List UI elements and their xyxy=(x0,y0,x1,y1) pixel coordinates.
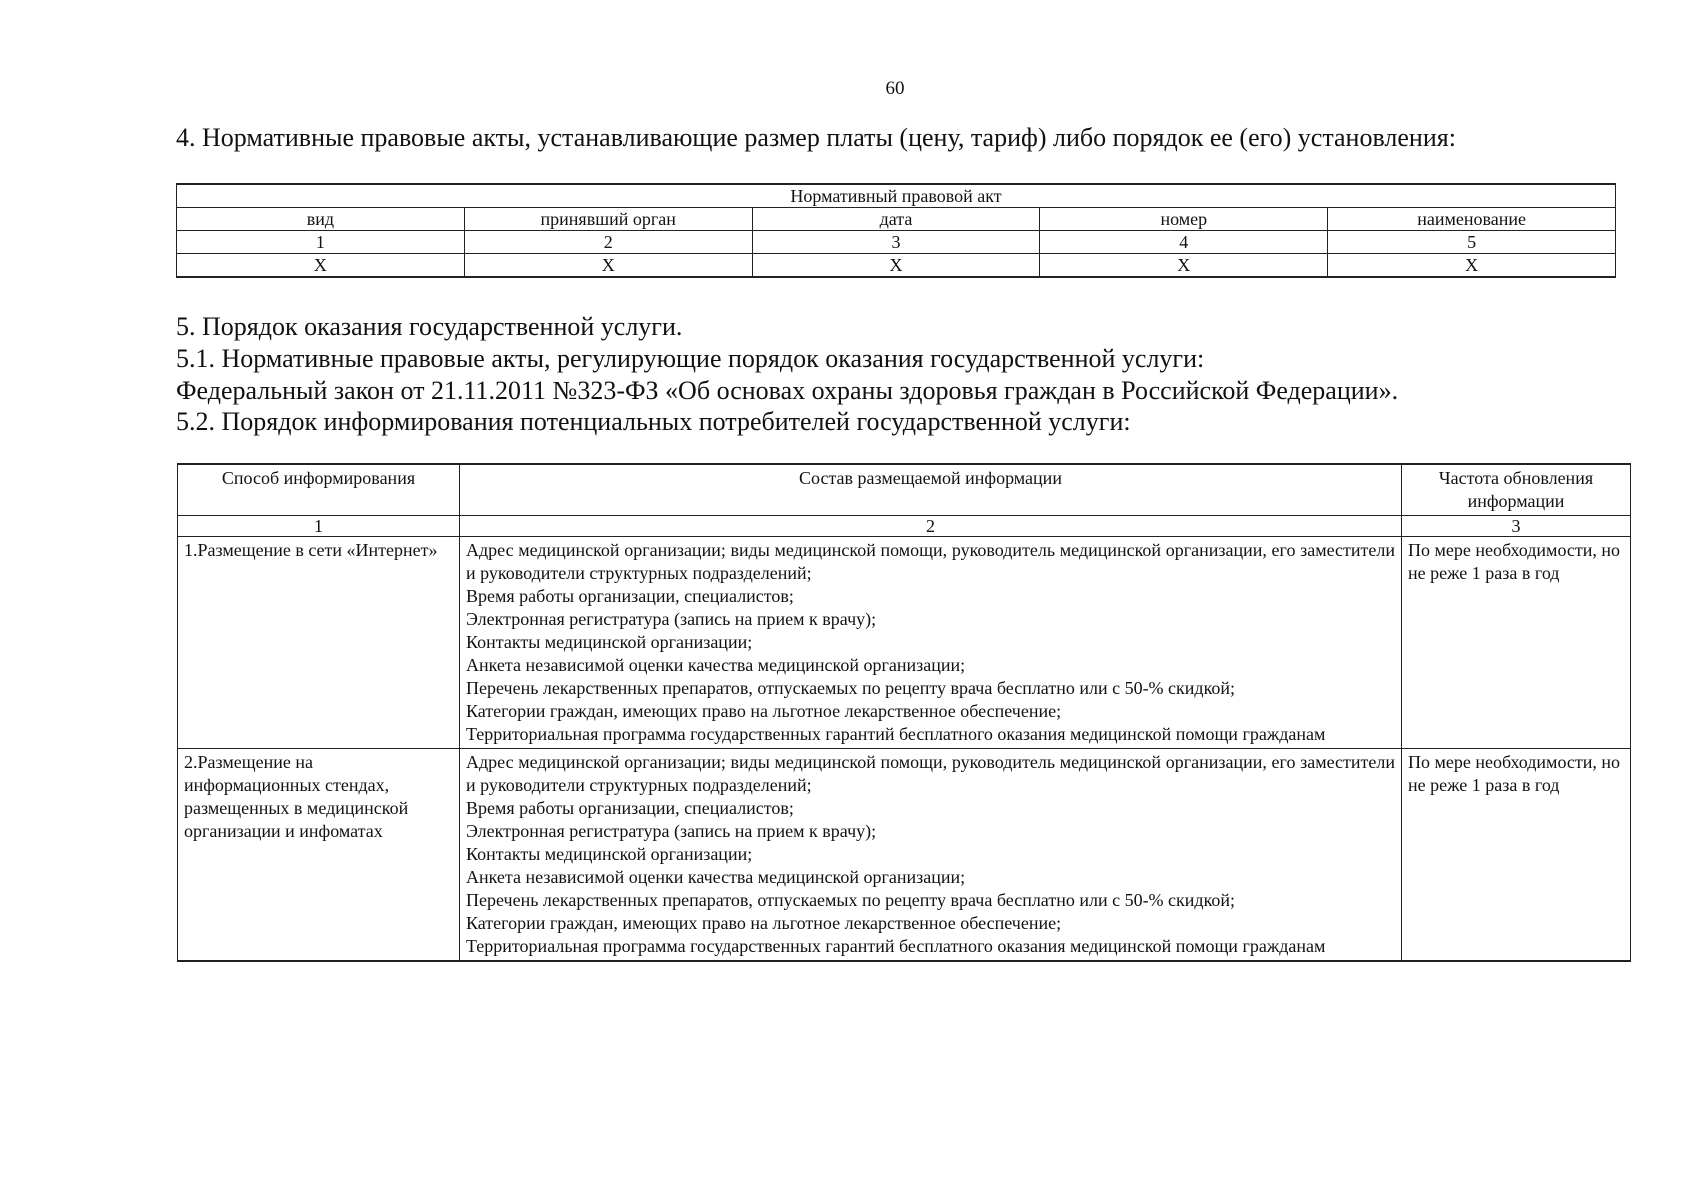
column-number: 1 xyxy=(178,516,460,537)
column-header: Состав размещаемой информации xyxy=(460,464,1402,516)
column-number: 5 xyxy=(1328,231,1616,254)
info-item: Перечень лекарственных препаратов, отпускаемых по рецепту врача бесплатно или с 50-% скидкой; xyxy=(466,678,1236,698)
table-title-row xyxy=(177,184,1616,208)
table-row xyxy=(178,749,1631,962)
info-item: Категории граждан, имеющих право на льготное лекарственное обеспечение; xyxy=(466,701,1062,721)
column-number: 2 xyxy=(464,231,752,254)
column-number: 4 xyxy=(1040,231,1328,254)
table-cell: Х xyxy=(177,254,465,278)
info-item: Анкета независимой оценки качества медицинской организации; xyxy=(466,655,966,675)
info-item: Категории граждан, имеющих право на льготное лекарственное обеспечение; xyxy=(466,913,1062,933)
table-row xyxy=(177,254,1616,278)
section-5-2-heading: 5.2. Порядок информирования потенциальных потребителей государственной услуги: xyxy=(176,407,1131,436)
table-cell: Х xyxy=(464,254,752,278)
info-item: Контакты медицинской организации; xyxy=(466,844,753,864)
frequency-cell: По мере необходимости, но не реже 1 раза в год xyxy=(1402,749,1631,962)
column-header: дата xyxy=(752,208,1040,231)
table-row xyxy=(178,537,1631,749)
method-cell: 2.Размещение на информационных стендах, размещенных в медицинской организации и инфоматах xyxy=(178,749,460,962)
column-number: 1 xyxy=(177,231,465,254)
column-header-row xyxy=(177,208,1616,231)
table-title: Нормативный правовой акт xyxy=(177,184,1616,208)
info-item: Территориальная программа государственных гарантий бесплатного оказания медицинской помощи гражданам xyxy=(466,724,1326,744)
info-item: Анкета независимой оценки качества медицинской организации; xyxy=(466,867,966,887)
column-number: 3 xyxy=(752,231,1040,254)
table-cell: Х xyxy=(1040,254,1328,278)
column-header: Частота обновления информации xyxy=(1402,464,1631,516)
info-item: Электронная регистратура (запись на прием к врачу); xyxy=(466,609,877,629)
section-5-heading: 5. Порядок оказания государственной услуги. xyxy=(176,312,683,341)
federal-law-reference: Федеральный закон от 21.11.2011 №323-ФЗ «Об основах охраны здоровья граждан в Российской Федерации». xyxy=(176,376,1399,405)
column-header: наименование xyxy=(1328,208,1616,231)
info-item: Перечень лекарственных препаратов, отпускаемых по рецепту врача бесплатно или с 50-% скидкой; xyxy=(466,890,1236,910)
info-item: Территориальная программа государственных гарантий бесплатного оказания медицинской помощи гражданам xyxy=(466,936,1326,956)
content-cell xyxy=(460,749,1402,962)
column-header: Способ информирования xyxy=(178,464,460,516)
information-methods-table xyxy=(177,463,1631,962)
info-item: Адрес медицинской организации; виды медицинской помощи, руководитель медицинской организации, его заместители и руководители структурных подразделений; xyxy=(466,752,1395,795)
method-cell: 1.Размещение в сети «Интернет» xyxy=(178,537,460,749)
legal-acts-table xyxy=(176,183,1616,278)
table-cell: Х xyxy=(752,254,1040,278)
page-number: 60 xyxy=(885,78,905,99)
table-cell: Х xyxy=(1328,254,1616,278)
frequency-cell: По мере необходимости, но не реже 1 раза в год xyxy=(1402,537,1631,749)
info-item: Время работы организации, специалистов; xyxy=(466,798,794,818)
info-item: Время работы организации, специалистов; xyxy=(466,586,794,606)
column-number-row xyxy=(178,516,1631,537)
column-header: принявший орган xyxy=(464,208,752,231)
column-number-row xyxy=(177,231,1616,254)
section-4-heading: 4. Нормативные правовые акты, устанавливающие размер платы (цену, тариф) либо порядок ее (его) установления: xyxy=(176,123,1456,152)
section-5-1-heading: 5.1. Нормативные правовые акты, регулирующие порядок оказания государственной услуги: xyxy=(176,344,1205,373)
column-header: вид xyxy=(177,208,465,231)
info-item: Контакты медицинской организации; xyxy=(466,632,753,652)
info-item: Электронная регистратура (запись на прием к врачу); xyxy=(466,821,877,841)
info-item: Адрес медицинской организации; виды медицинской помощи, руководитель медицинской организации, его заместители и руководители структурных подразделений; xyxy=(466,540,1395,583)
content-cell xyxy=(460,537,1402,749)
column-number: 2 xyxy=(460,516,1402,537)
column-header-row xyxy=(178,464,1631,516)
column-header: номер xyxy=(1040,208,1328,231)
column-number: 3 xyxy=(1402,516,1631,537)
